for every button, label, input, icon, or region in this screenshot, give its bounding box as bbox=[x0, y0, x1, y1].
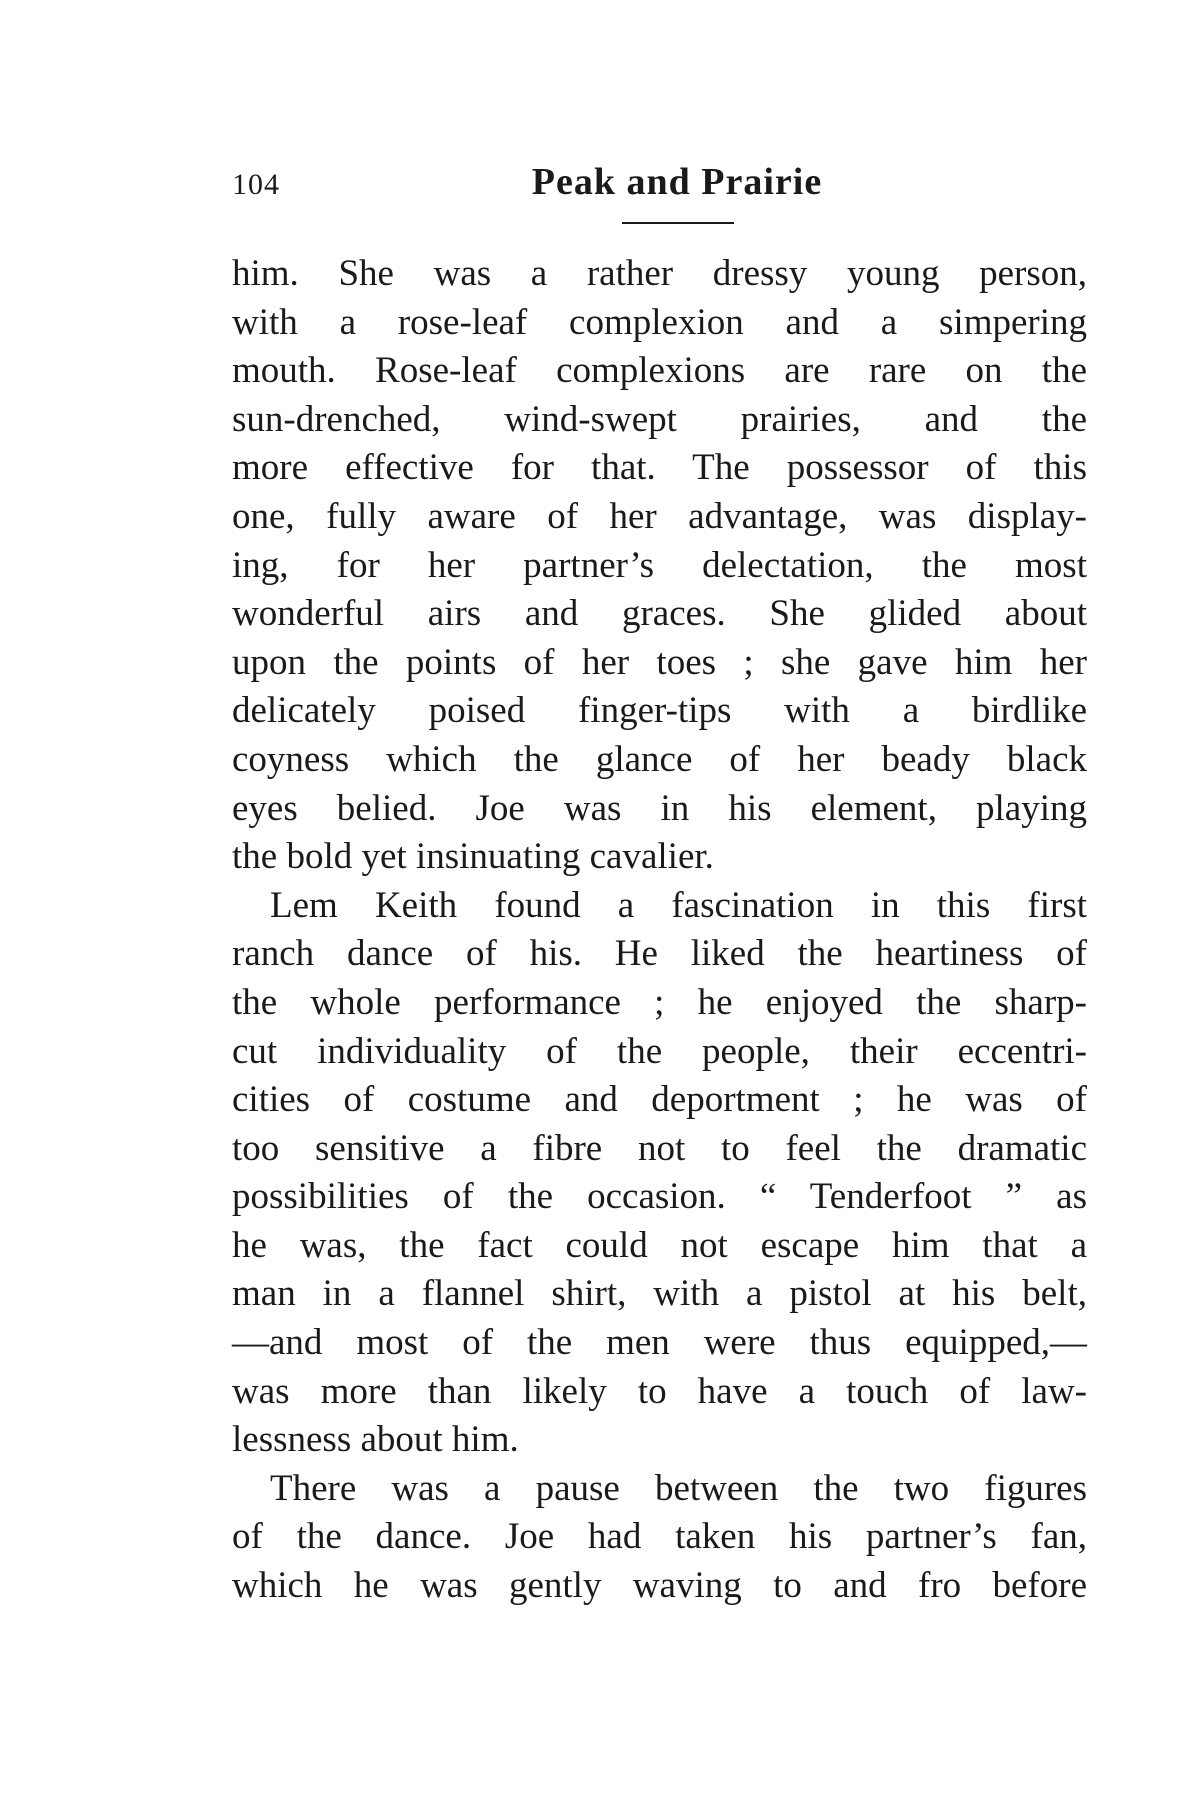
page-header bbox=[232, 161, 1087, 218]
text-line: cut individuality of the people, their eccentri- bbox=[232, 1030, 1087, 1072]
text-line: Lem Keith found a fascination in this first bbox=[270, 884, 1087, 926]
text-line: sun-drenched, wind-swept prairies, and the bbox=[232, 398, 1087, 440]
text-line: wonderful airs and graces. She glided about bbox=[232, 593, 1087, 635]
text-line: cities of costume and deportment ; he was of bbox=[232, 1079, 1087, 1121]
text-line: —and most of the men were thus equipped,— bbox=[232, 1322, 1087, 1364]
text-line: ranch dance of his. He liked the heartiness of bbox=[232, 933, 1087, 975]
text-line: one, fully aware of her advantage, was display- bbox=[232, 495, 1087, 537]
text-line: him. She was a rather dressy young person, bbox=[232, 253, 1087, 294]
text-line: he was, the fact could not escape him that a bbox=[232, 1224, 1087, 1266]
text-line: with a rose-leaf complexion and a simpering bbox=[232, 301, 1087, 343]
text-line: delicately poised finger-tips with a birdlike bbox=[232, 690, 1087, 732]
text-line: upon the points of her toes ; she gave him her bbox=[232, 641, 1087, 683]
header-rule bbox=[622, 222, 734, 224]
text-line: ing, for her partner’s delectation, the most bbox=[232, 544, 1087, 586]
text-line: was more than likely to have a touch of law- bbox=[232, 1370, 1087, 1412]
text-line: the whole performance ; he enjoyed the sharp- bbox=[232, 981, 1087, 1023]
text-line: eyes belied. Joe was in his element, playing bbox=[232, 787, 1087, 829]
paragraph bbox=[232, 882, 1087, 1465]
text-line: There was a pause between the two figures bbox=[270, 1467, 1087, 1509]
page-number: 104 bbox=[232, 168, 280, 201]
text-line: too sensitive a fibre not to feel the dramatic bbox=[232, 1127, 1087, 1169]
text-line: more effective for that. The possessor of this bbox=[232, 447, 1087, 489]
paragraph bbox=[232, 1465, 1087, 1611]
text-line: mouth. Rose-leaf complexions are rare on the bbox=[232, 350, 1087, 392]
body-text bbox=[232, 250, 1087, 1611]
text-line: which he was gently waving to and fro before bbox=[232, 1565, 1087, 1607]
running-title: Peak and Prairie bbox=[531, 161, 823, 203]
text-line: of the dance. Joe had taken his partner’s fan, bbox=[232, 1516, 1087, 1558]
paragraph bbox=[232, 250, 1087, 882]
text-line: man in a flannel shirt, with a pistol at his belt, bbox=[232, 1273, 1087, 1315]
text-line: the bold yet insinuating cavalier. bbox=[232, 836, 714, 878]
text-line: lessness about him. bbox=[232, 1419, 519, 1461]
text-line: possibilities of the occasion. “ Tenderfoot ” as bbox=[232, 1176, 1087, 1218]
text-line: coyness which the glance of her beady black bbox=[232, 738, 1087, 780]
